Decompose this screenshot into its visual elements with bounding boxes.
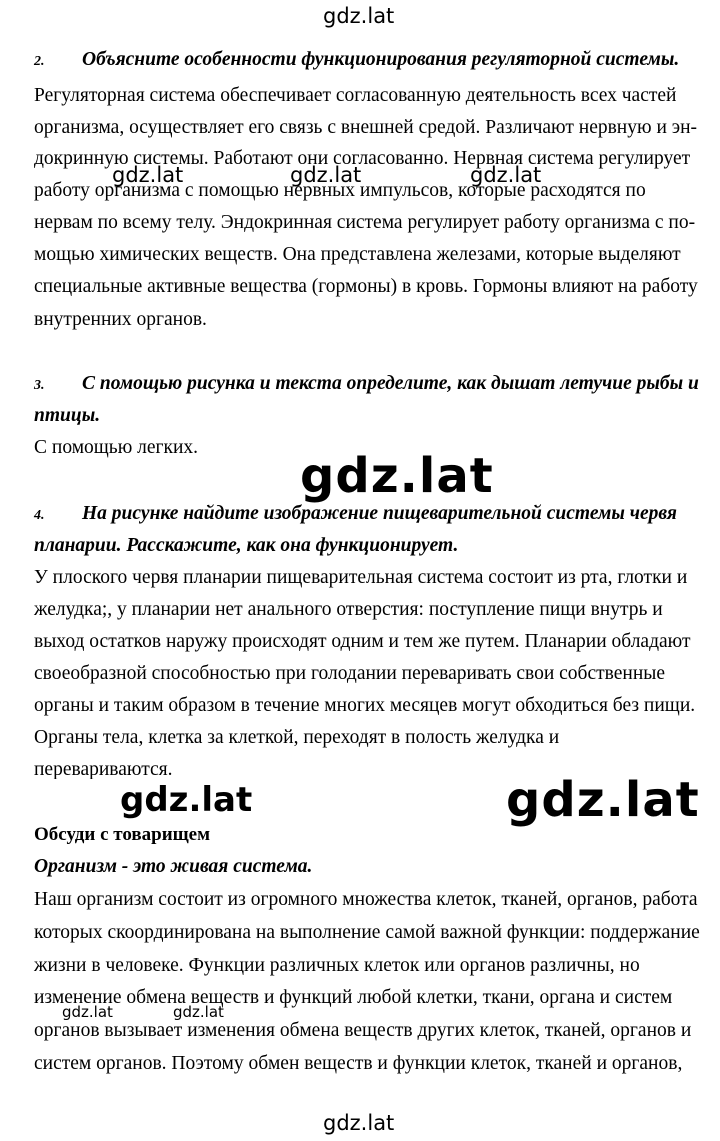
watermark: gdz.lat	[120, 780, 253, 820]
question-number: 3.	[34, 378, 45, 393]
answer-line: специальные активные вещества (гормоны) в кровь. Гормоны влияют на работу	[34, 276, 698, 297]
answer-line: выход остатков наружу происходят одним и тем же путем. Планарии обладают	[34, 631, 691, 652]
watermark: gdz.lat	[173, 1003, 224, 1021]
question-number: 4.	[34, 508, 45, 523]
answer-line: перевариваются.	[34, 759, 173, 779]
question-title: С помощью рисунка и текста определите, как дышат летучие рыбы и	[82, 373, 699, 394]
question-title: планарии. Расскажите, как она функционирует.	[34, 535, 459, 556]
watermark: gdz.lat	[62, 1003, 113, 1021]
answer-line: жизни в человеке. Функции различных клеток или органов различны, но	[34, 955, 640, 976]
watermark-large: gdz.lat	[506, 772, 700, 828]
watermark: gdz.lat	[290, 163, 362, 187]
section-heading: Обсуди с товарищем	[34, 824, 211, 845]
answer-line: желудка;, у планарии нет анального отверстия: поступление пищи внутрь и	[34, 599, 663, 620]
answer-line: изменение обмена веществ и функций любой клетки, ткани, органа и систем	[34, 987, 673, 1008]
question-number: 2.	[34, 54, 45, 69]
answer-line: докринную системы. Работают они согласованно. Нервная система регулирует	[34, 148, 691, 169]
watermark-large: gdz.lat	[300, 448, 494, 504]
answer-line: У плоского червя планарии пищеварительная система состоит из рта, глотки и	[34, 567, 688, 588]
answer-line: органы и таким образом в течение многих месяцев могут обходиться без пищи.	[34, 695, 696, 716]
question-title: птицы.	[34, 405, 101, 426]
answer-line: организма, осуществляет его связь с внешней средой. Различают нервную и эн-	[34, 117, 698, 138]
answer-line: Регуляторная система обеспечивает согласованную деятельность всех частей	[34, 85, 677, 106]
watermark: gdz.lat	[112, 163, 184, 187]
answer-line: внутренних органов.	[34, 309, 207, 330]
question-title: Объясните особенности функционирования регуляторной системы.	[82, 49, 680, 70]
answer-line: мощью химических веществ. Она представлена железами, которые выделяют	[34, 244, 681, 265]
answer-line: нервам по всему телу. Эндокринная система регулирует работу организма с по-	[34, 212, 696, 233]
section-subheading: Организм - это живая система.	[34, 856, 313, 877]
answer-line: работу организма с помощью нервных импульсов, которые расходятся по	[34, 180, 646, 201]
answer-line: органов вызывает изменения обмена веществ других клеток, тканей, органов и	[34, 1020, 692, 1041]
answer-line: которых скоординирована на выполнение самой важной функции: поддержание	[34, 922, 700, 943]
answer-line: своеобразной способностью при голодании переваривать свои собственные	[34, 663, 666, 684]
answer-line: систем органов. Поэтому обмен веществ и функции клеток, тканей и органов,	[34, 1053, 683, 1074]
question-title: На рисунке найдите изображение пищеварительной системы червя	[82, 503, 677, 524]
watermark: gdz.lat	[470, 163, 542, 187]
watermark-bottom: gdz.lat	[323, 1111, 395, 1135]
watermark-top: gdz.lat	[323, 4, 395, 28]
answer-line: Органы тела, клетка за клеткой, переходят в полость желудка и	[34, 727, 560, 748]
answer-line: С помощью легких.	[34, 437, 199, 458]
answer-line: Наш организм состоит из огромного множества клеток, тканей, органов, работа	[34, 889, 698, 910]
